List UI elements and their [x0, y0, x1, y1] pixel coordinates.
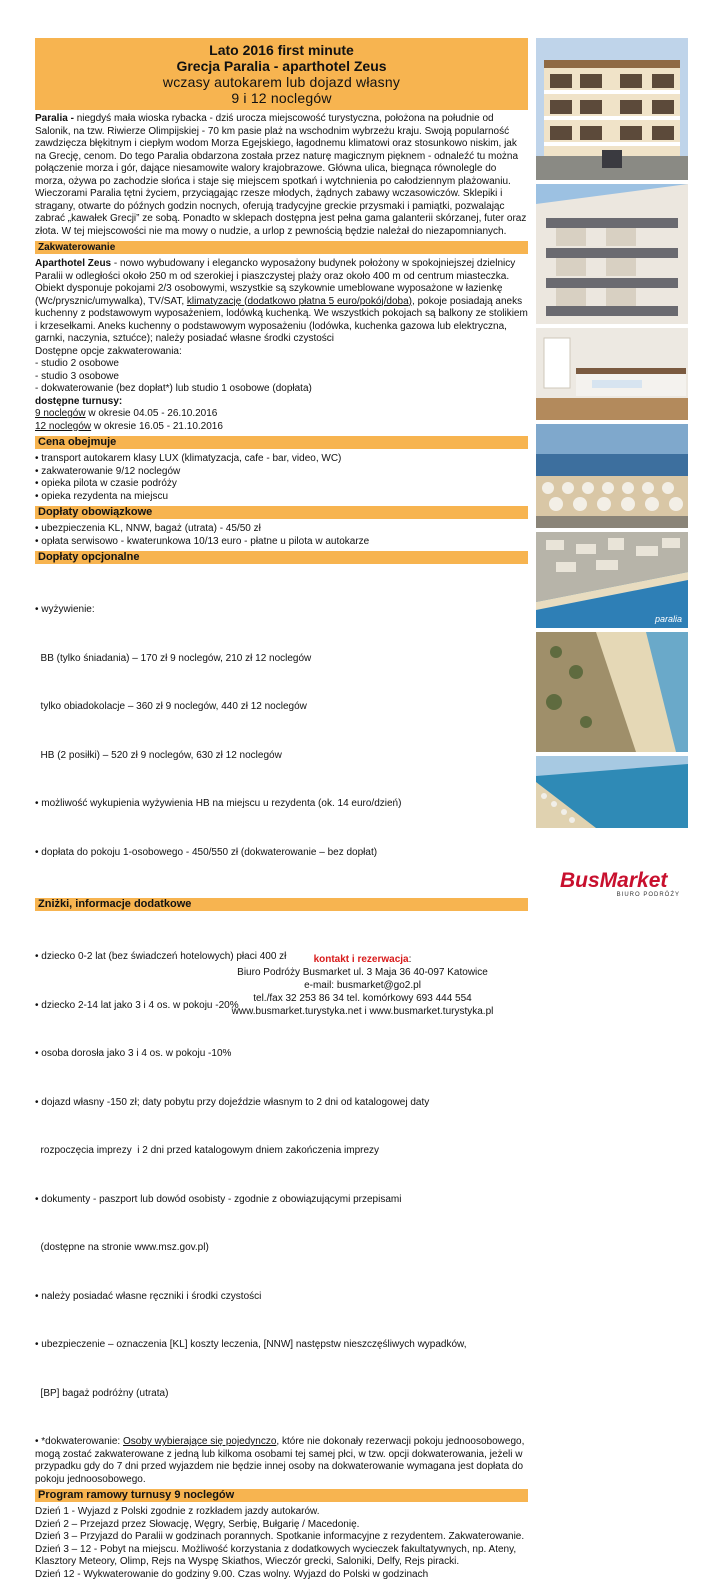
photo-caption: paralia: [655, 614, 682, 624]
section-doplaty-obowiazkowe: Dopłaty obowiązkowe: [35, 506, 528, 519]
beach-aerial-photo: [536, 632, 688, 752]
section-doplaty-opcjonalne: Dopłaty opcjonalne: [35, 551, 528, 564]
section-program: Program ramowy turnusy 9 noclegów: [35, 1489, 528, 1502]
cena-list: [35, 453, 528, 503]
doplaty-op-list: [35, 568, 528, 895]
beach-shore-photo: [536, 756, 688, 828]
intro-paragraph: [35, 113, 528, 238]
contact-websites[interactable]: www.busmarket.turystyka.net i www.busmarket.turystyka.pl: [35, 1005, 690, 1018]
list-item: • dziecko 0-2 lat (bez świadczeń hotelowych) płaci 400 zł: [35, 951, 528, 964]
list-item: • ubezpieczenia KL, NNW, bagaż (utrata) - 45/50 zł: [35, 523, 528, 536]
list-item: [BP] bagaż podróżny (utrata): [35, 1388, 528, 1401]
program-day: Dzień 3 – Przyjazd do Paralii w godzinach porannych. Spotkanie informacyjne z rezydentem. Zakwaterowanie.: [35, 1531, 528, 1544]
list-item: • dopłata do pokoju 1-osobowego - 450/550 zł (dokwaterowanie – bez dopłat): [35, 847, 528, 860]
hotel-description: Aparthotel Zeus - nowo wybudowany i elegancko wyposażony budynek położony w spokojniejszej dzielnicy Paralii w odległości około 250 m od szerokiej i piaszczystej plaży oraz około 400 m od centrum miasteczka. Obiekt dysponuje pokojami 2/3 osobowymi, wszystkie są szykownie umeblowane wyposażone w łazienkę (Wc/prysznic/umywalka), TV/SAT, klimatyzację (dodatkowo płatna 5 euro/pokój/doba), pokoje posiadają aneks kuchenny z podstawowym wyposażeniem, lodówką kuchenką. We wszystkich pokojach są balkony ze stolikiem i krzesełkami. Aneks kuchenny o podstawowym wyposażeniu (lodówka, kuchenka gazowa lub elektryczna, garnki, naczynia, sztućce); należy posiadać własne środki czystości: [35, 258, 528, 346]
list-item: (dostępne na stronie www.msz.gov.pl): [35, 1242, 528, 1255]
list-item: tylko obiadokolacje – 360 zł 9 noclegów, 440 zł 12 noclegów: [35, 701, 528, 714]
contact-address: Biuro Podróży Busmarket ul. 3 Maja 36 40-097 Katowice: [35, 966, 690, 979]
hotel-room-photo: [536, 328, 688, 420]
program-day: Dzień 2 – Przejazd przez Słowację, Węgry, Serbię, Bułgarię / Macedonię.: [35, 1519, 528, 1532]
turn-9: 9 noclegów w okresie 04.05 - 26.10.2016: [35, 408, 528, 421]
paralia-aerial-photo: [536, 532, 688, 628]
offer-title: Lato 2016 first minute: [35, 42, 528, 58]
intro-text: niegdyś mała wioska rybacka - dziś urocza miejscowość turystyczna, położona na południe od Salonik, na tzw. Riwierze Olimpijskiej - 70 km pasie plaż na wschodnim wybrzeżu kraju. Swoją popularność zawdzięcza błękitnym i ciepłym wodom Morza Egejskiego, łagodnemu klimatowi oraz stosunkowo niskim, jak na Grecję, cenom. Do tego Paralia obdarzona została przez naturę magicznym pięknem - odnaleźć tu można połączenie morza i gór, dające niesamowite walory krajobrazowe. Główna ulica, biegnąca równolegle do morza, ożywa po zachodzie słońca i staje się miejscem spotkań i wytchnienia po całodziennym plażowaniu. Wieczorami Paralia tętni życiem, przyciągając rzesze młodych, żądnych zabawy wczasowiczów. Sklepiki i stragany, otwarte do późnych godzin nocnych, oferują tradycyjne greckie przysmaki i pamiątki, pozwalając zabrać „kawałek Grecji” ze sobą. Ponadto w sklepach dostępna jest pełna gama galanterii skórzanej, futer oraz złota. W tej miejscowości nie ma mowy o nudzie, a urlop z pewnością będzie należał do niezapomnianych.: [35, 113, 526, 237]
options-list: [35, 358, 528, 396]
list-item: • ubezpieczenie – oznaczenia [KL] koszty leczenia, [NNW] następstw nieszczęśliwych wypadków,: [35, 1339, 528, 1352]
list-item: - dokwaterowanie (bez dopłat*) lub studio 1 osobowe (dopłata): [35, 383, 528, 396]
list-item: • wyżywienie:: [35, 604, 528, 617]
photo-column: [536, 38, 688, 832]
program-day: Dzień 12 - Wykwaterowanie do godziny 9.00. Czas wolny. Wyjazd do Polski w godzinach: [35, 1569, 528, 1581]
list-item: • osoba dorosła jako 3 i 4 os. w pokoju -10%: [35, 1048, 528, 1061]
offer-subtitle: Grecja Paralia - aparthotel Zeus: [35, 58, 528, 74]
beach-umbrellas-photo: [536, 424, 688, 528]
list-item: • opieka rezydenta na miejscu: [35, 491, 528, 504]
list-item: • dojazd własny -150 zł; daty pobytu przy dojeździe własnym to 2 dni od katalogowej daty: [35, 1097, 528, 1110]
offer-header: [35, 38, 528, 110]
list-item: BB (tylko śniadania) – 170 zł 9 noclegów, 210 zł 12 noclegów: [35, 653, 528, 666]
list-item: • transport autokarem klasy LUX (klimatyzacja, cafe - bar, video, WC): [35, 453, 528, 466]
program-day: Dzień 3 – 12 - Pobyt na miejscu. Możliwość korzystania z dodatkowych wycieczek fakultatywnych, np. Ateny, Klasztory Meteory, Olimp, Rejs na Wyspę Skiathos, Wieczór grecki, Saloniki, Delfy, Rejs piracki.: [35, 1544, 528, 1569]
doplaty-ob-list: [35, 523, 528, 548]
turn-12: 12 noclegów w okresie 16.05 - 21.10.2016: [35, 421, 528, 434]
list-item: • opłata serwisowo - kwaterunkowa 10/13 euro - płatne u pilota w autokarze: [35, 536, 528, 549]
contact-block: kontakt i rezerwacja: Biuro Podróży Busmarket ul. 3 Maja 36 40-097 Katowice e-mail: busmarket@go2.pl tel./fax 32 253 86 34 tel. komórkowy 693 444 554 www.busmarket.turystyka.net i www.busmarket.turystyka.pl: [35, 953, 690, 1018]
section-cena: Cena obejmuje: [35, 436, 528, 449]
list-item: - studio 2 osobowe: [35, 358, 528, 371]
aircon-note: klimatyzację (dodatkowo płatna 5 euro/pokój/doba): [187, 296, 412, 307]
contact-title: kontakt i rezerwacja: [314, 954, 409, 965]
list-item: • dziecko 2-14 lat jako 3 i 4 os. w pokoju -20%: [35, 1000, 528, 1013]
turns-title: dostępne turnusy:: [35, 396, 528, 409]
hotel-name: Aparthotel Zeus: [35, 258, 111, 269]
main-column: [35, 38, 528, 1581]
list-item: • należy posiadać własne ręczniki i środki czystości: [35, 1291, 528, 1304]
dokwaterowanie-note: • *dokwaterowanie: Osoby wybierające się pojedynczo, które nie dokonały rezerwacji pokoju jednoosobowego, mogą zostać zakwaterowane z jedną lub kilkoma osobami tej samej płci, w tzw. opcji dokwaterowania, jeżeli w przypadku gdy do 7 dni przed wyjazdem nie będzie innej osoby na dokwaterowanie wymagana jest dopłata do pokoju jednoosobowego.: [35, 1436, 528, 1486]
list-item: • dokumenty - paszport lub dowód osobisty - zgodnie z obowiązującymi przepisami: [35, 1194, 528, 1207]
section-znizki: Zniżki, informacje dodatkowe: [35, 898, 528, 911]
hotel-balconies-photo: [536, 184, 688, 324]
options-title: Dostępne opcje zakwaterowania:: [35, 346, 528, 359]
program-day: Dzień 1 - Wyjazd z Polski zgodnie z rozkładem jazdy autokarów.: [35, 1506, 528, 1519]
offer-transport: wczasy autokarem lub dojazd własny: [35, 74, 528, 90]
busmarket-logo: BusMarket BIURO PODRÓŻY: [560, 870, 680, 906]
list-item: - studio 3 osobowe: [35, 371, 528, 384]
list-item: • możliwość wykupienia wyżywienia HB na miejscu u rezydenta (ok. 14 euro/dzień): [35, 798, 528, 811]
section-zakwaterowanie: Zakwaterowanie: [35, 241, 528, 254]
list-item: rozpoczęcia imprezy i 2 dni przed katalogowym dniem zakończenia imprezy: [35, 1145, 528, 1158]
intro-lead: Paralia -: [35, 113, 74, 124]
contact-email[interactable]: e-mail: busmarket@go2.pl: [35, 979, 690, 992]
hotel-front-photo: [536, 38, 688, 180]
offer-nights: 9 i 12 noclegów: [35, 90, 528, 106]
list-item: • zakwaterowanie 9/12 noclegów: [35, 466, 528, 479]
list-item: • opieka pilota w czasie podróży: [35, 478, 528, 491]
list-item: HB (2 posiłki) – 520 zł 9 noclegów, 630 zł 12 noclegów: [35, 750, 528, 763]
contact-phone: tel./fax 32 253 86 34 tel. komórkowy 693 444 554: [35, 992, 690, 1005]
